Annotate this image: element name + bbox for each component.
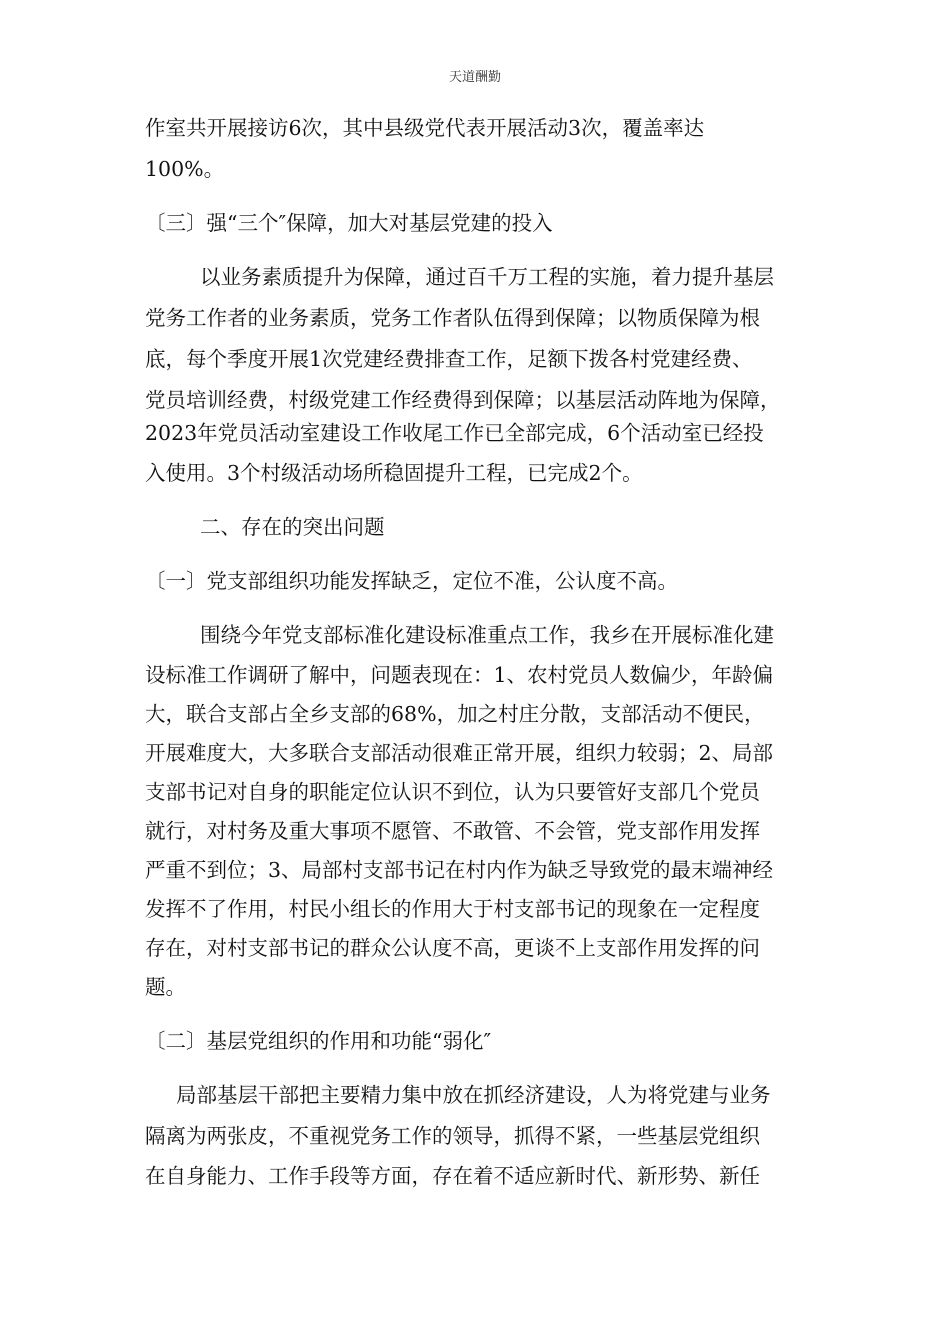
text-line: 题。 xyxy=(145,975,186,999)
text-line: 设标准工作调研了解中，问题表现在：1、农村党员人数偏少，年龄偏 xyxy=(145,663,774,687)
text-line: 严重不到位；3、局部村支部书记在村内作为缺乏导致党的最末端神经 xyxy=(145,858,774,882)
text-line: 入使用。3个村级活动场所稳固提升工程，已完成2个。 xyxy=(145,461,643,485)
text-line: 开展难度大，大多联合支部活动很难正常开展，组织力较弱；2、局部 xyxy=(145,741,774,765)
text-line: 100%。 xyxy=(145,157,225,181)
text-line: 底，每个季度开展1次党建经费排查工作，足额下拨各村党建经费、 xyxy=(145,347,753,371)
text-line: 围绕今年党支部标准化建设标准重点工作，我乡在开展标准化建 xyxy=(200,623,774,647)
text-line: 在自身能力、工作手段等方面，存在着不适应新时代、新形势、新任 xyxy=(145,1164,760,1188)
text-line: 2023年党员活动室建设工作收尾工作已全部完成，6个活动室已经投 xyxy=(145,421,764,445)
text-line: 发挥不了作用，村民小组长的作用大于村支部书记的现象在一定程度 xyxy=(145,897,760,921)
text-line: 存在，对村支部书记的群众公认度不高，更谈不上支部作用发挥的问 xyxy=(145,936,760,960)
section-heading: 二、存在的突出问题 xyxy=(200,515,385,539)
section-heading: 〔一〕党支部组织功能发挥缺乏，定位不准，公认度不高。 xyxy=(145,569,678,593)
text-line: 党务工作者的业务素质，党务工作者队伍得到保障；以物质保障为根 xyxy=(145,306,760,330)
text-line: 隔离为两张皮，不重视党务工作的领导，抓得不紧，一些基层党组织 xyxy=(145,1124,760,1148)
section-heading: 〔二〕基层党组织的作用和功能“弱化″ xyxy=(145,1029,492,1053)
text-line: 党员培训经费，村级党建工作经费得到保障；以基层活动阵地为保障， xyxy=(145,388,781,412)
section-heading: 〔三〕强“三个″保障，加大对基层党建的投入 xyxy=(145,211,553,235)
text-line: 支部书记对自身的职能定位认识不到位，认为只要管好支部几个党员 xyxy=(145,780,760,804)
page-header: 天道酬勤 xyxy=(448,70,501,85)
text-line: 大，联合支部占全乡支部的68%，加之村庄分散，支部活动不便民， xyxy=(145,702,765,726)
text-line: 局部基层干部把主要精力集中放在抓经济建设，人为将党建与业务 xyxy=(176,1083,771,1107)
text-line: 就行，对村务及重大事项不愿管、不敢管、不会管，党支部作用发挥 xyxy=(145,819,760,843)
text-line: 以业务素质提升为保障，通过百千万工程的实施，着力提升基层 xyxy=(200,265,774,289)
text-line: 作室共开展接访6次，其中县级党代表开展活动3次，覆盖率达 xyxy=(145,116,705,140)
